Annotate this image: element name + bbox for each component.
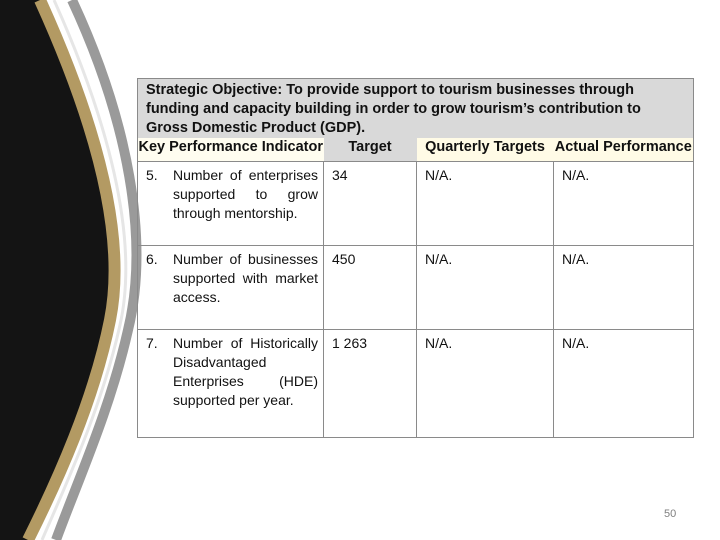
page-number: 50 — [664, 508, 677, 520]
header-actual-performance: Actual Performance — [554, 138, 694, 162]
quarterly-target-value: N/A. — [417, 246, 554, 330]
quarterly-target-value: N/A. — [417, 330, 554, 438]
row-number: 7. — [146, 335, 158, 351]
actual-performance-value: N/A. — [554, 246, 694, 330]
kpi-description: Number of Historically Disadvantaged Enterprises (HDE) supported per year. — [173, 335, 318, 408]
table-row — [138, 330, 694, 438]
actual-performance-value: N/A. — [554, 330, 694, 438]
kpi-description: Number of businesses supported with market access. — [173, 251, 318, 305]
kpi-description: Number of enterprises supported to grow through mentorship. — [173, 167, 318, 221]
table-row — [138, 162, 694, 246]
strategic-objective: Strategic Objective: To provide support to tourism businesses through funding and capacity building in order to grow tourism’s contribution to Gross Domestic Product (GDP). — [138, 79, 694, 139]
target-value: 34 — [324, 162, 417, 246]
target-value: 450 — [324, 246, 417, 330]
header-kpi: Key Performance Indicator — [138, 138, 324, 162]
header-quarterly-targets: Quarterly Targets — [417, 138, 554, 162]
kpi-table — [137, 78, 694, 438]
header-target: Target — [324, 138, 417, 162]
target-value: 1 263 — [324, 330, 417, 438]
quarterly-target-value: N/A. — [417, 162, 554, 246]
actual-performance-value: N/A. — [554, 162, 694, 246]
table-row — [138, 246, 694, 330]
row-number: 5. — [146, 167, 158, 183]
row-number: 6. — [146, 251, 158, 267]
dark-band — [0, 0, 116, 540]
